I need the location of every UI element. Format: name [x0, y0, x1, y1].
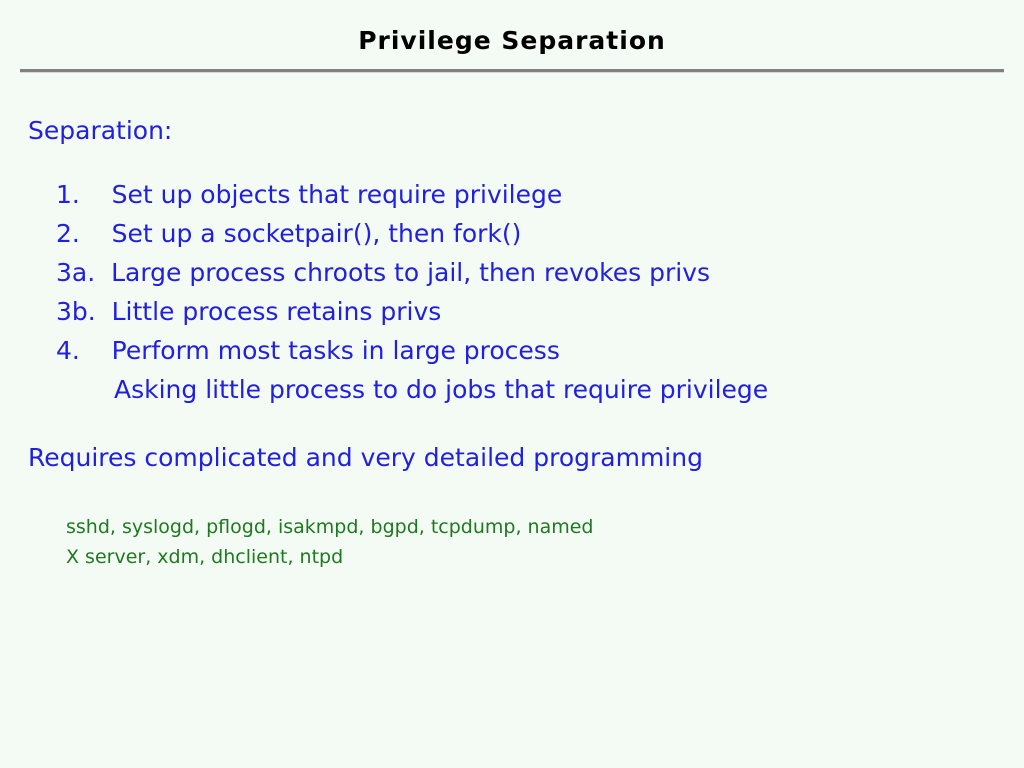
examples-line: X server, xdm, dhclient, ntpd [66, 546, 344, 569]
section-heading: Separation: [28, 116, 173, 145]
list-item: 3a. Large process chroots to jail, then revokes privs [56, 257, 711, 287]
list-item: 4. Perform most tasks in large process [56, 335, 560, 365]
list-item: 2. Set up a socketpair(), then fork() [56, 218, 522, 248]
list-item: 3b. Little process retains privs [56, 296, 442, 326]
list-item: Asking little process to do jobs that require privilege [114, 374, 769, 404]
list-item: 1. Set up objects that require privilege [56, 179, 563, 209]
steps-list [56, 175, 996, 409]
examples-block [66, 512, 996, 574]
summary-note: Requires complicated and very detailed programming [28, 442, 703, 472]
page-title: Privilege Separation [358, 26, 666, 55]
examples-line: sshd, syslogd, pflogd, isakmpd, bgpd, tcpdump, named [66, 515, 594, 538]
slide-body [0, 73, 1024, 573]
